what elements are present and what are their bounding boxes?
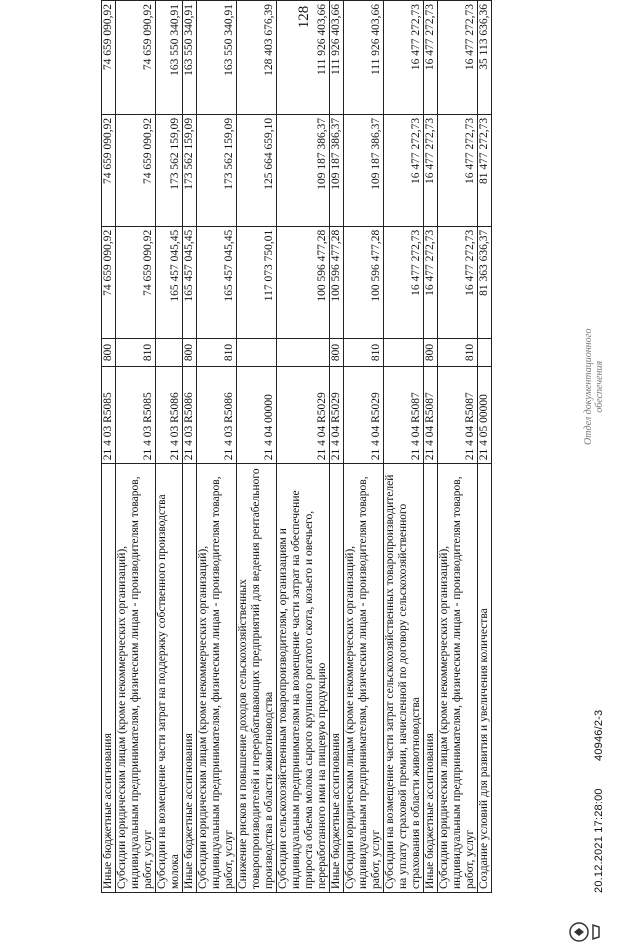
table-row — [102, 1, 116, 893]
row-expense-type: 810 — [344, 338, 384, 367]
row-code: 21 4 04 R5087 — [384, 367, 424, 464]
row-expense-type — [478, 338, 492, 367]
emblem-icon — [567, 919, 601, 945]
row-expense-type: 800 — [183, 338, 197, 367]
footer — [593, 686, 605, 893]
table-row — [197, 1, 237, 893]
stamp-line-1: Отдел документационного — [583, 328, 594, 445]
table-row — [384, 1, 424, 893]
row-expense-type: 800 — [424, 338, 438, 367]
footer-datetime: 20.12.2021 17:28:00 — [593, 788, 605, 893]
budget-table — [101, 0, 492, 893]
row-amount-3: 16 477 272,73 — [438, 1, 478, 115]
row-description: Субсидии юридическим лицам (кроме некоммерческих организаций), индивидуальным предпринимателям, физическим лицам - производителям товаров, работ, услуг — [116, 464, 156, 893]
row-amount-1: 165 457 045,45 — [197, 226, 237, 338]
row-expense-type: 810 — [197, 338, 237, 367]
table-row — [478, 1, 492, 893]
table-row — [344, 1, 384, 893]
row-amount-2: 16 477 272,73 — [424, 114, 438, 226]
row-description: Иные бюджетные ассигнования — [330, 464, 344, 893]
row-amount-1: 117 073 750,01 — [237, 226, 277, 338]
row-amount-2: 173 562 159,09 — [156, 114, 183, 226]
row-amount-3: 128 403 676,39 — [237, 1, 277, 115]
row-amount-2: 74 659 090,92 — [102, 114, 116, 226]
row-code: 21 4 04 R5029 — [277, 367, 330, 464]
row-amount-3: 16 477 272,73 — [384, 1, 424, 115]
row-amount-1: 100 596 477,28 — [330, 226, 344, 338]
row-amount-2: 109 187 386,37 — [344, 114, 384, 226]
row-code: 21 4 03 R5085 — [102, 367, 116, 464]
row-amount-2: 173 562 159,09 — [183, 114, 197, 226]
row-expense-type — [156, 338, 183, 367]
row-amount-1: 165 457 045,45 — [156, 226, 183, 338]
table-row — [237, 1, 277, 893]
row-amount-1: 74 659 090,92 — [102, 226, 116, 338]
row-amount-3: 111 926 403,66 — [277, 1, 330, 115]
row-amount-3: 163 550 340,91 — [183, 1, 197, 115]
stamp-line-2: обеспечения — [594, 360, 605, 413]
row-amount-2: 125 664 659,10 — [237, 114, 277, 226]
row-amount-2: 16 477 272,73 — [384, 114, 424, 226]
row-amount-1: 100 596 477,28 — [344, 226, 384, 338]
row-expense-type: 810 — [438, 338, 478, 367]
row-amount-3: 111 926 403,66 — [330, 1, 344, 115]
table-row — [438, 1, 478, 893]
row-description: Субсидии на возмещение части затрат на поддержку собственного производства молока — [156, 464, 183, 893]
row-description: Создание условий для развития и увеличения количества — [478, 464, 492, 893]
row-description: Субсидии юридическим лицам (кроме некоммерческих организаций), индивидуальным предпринимателям, физическим лицам - производителям товаров, работ, услуг — [438, 464, 478, 893]
table-row — [330, 1, 344, 893]
row-description: Субсидии юридическим лицам (кроме некоммерческих организаций), индивидуальным предпринимателям, физическим лицам - производителям товаров, работ, услуг — [197, 464, 237, 893]
row-amount-1: 74 659 090,92 — [116, 226, 156, 338]
row-amount-2: 16 477 272,73 — [438, 114, 478, 226]
row-amount-2: 173 562 159,09 — [197, 114, 237, 226]
row-expense-type: 810 — [116, 338, 156, 367]
row-description: Иные бюджетные ассигнования — [424, 464, 438, 893]
row-code: 21 4 03 R5086 — [197, 367, 237, 464]
row-amount-3: 111 926 403,66 — [344, 1, 384, 115]
row-amount-2: 74 659 090,92 — [116, 114, 156, 226]
row-code: 21 4 03 R5086 — [183, 367, 197, 464]
row-code: 21 4 03 R5086 — [156, 367, 183, 464]
table-row — [277, 1, 330, 893]
row-description: Иные бюджетные ассигнования — [183, 464, 197, 893]
row-expense-type: 800 — [102, 338, 116, 367]
row-amount-3: 35 113 636,36 — [478, 1, 492, 115]
row-code: 21 4 04 R5087 — [438, 367, 478, 464]
department-stamp — [583, 328, 605, 445]
row-amount-1: 100 596 477,28 — [277, 226, 330, 338]
row-expense-type — [277, 338, 330, 367]
row-code: 21 4 03 R5085 — [116, 367, 156, 464]
row-description: Иные бюджетные ассигнования — [102, 464, 116, 893]
row-description: Снижение рисков и повышение доходов сельскохозяйственных товаропроизводителей и перерабатывающих предприятий для ведения рентабельного производства в области животноводства — [237, 464, 277, 893]
row-amount-3: 163 550 340,91 — [197, 1, 237, 115]
row-amount-3: 74 659 090,92 — [102, 1, 116, 115]
budget-table-wrapper — [101, 0, 492, 893]
row-description: Субсидии сельскохозяйственным товаропроизводителям, организациям и индивидуальным предпринимателям на возмещение части затрат на обеспечение прироста объема молока сырого крупного рогатого скота, козьего и овечьего, переработанного ими на пищевую продукцию — [277, 464, 330, 893]
row-expense-type: 800 — [330, 338, 344, 367]
table-row — [183, 1, 197, 893]
row-amount-1: 16 477 272,73 — [384, 226, 424, 338]
row-amount-1: 16 477 272,73 — [438, 226, 478, 338]
row-amount-2: 81 477 272,73 — [478, 114, 492, 226]
row-amount-3: 16 477 272,73 — [424, 1, 438, 115]
row-description: Субсидии юридическим лицам (кроме некоммерческих организаций), индивидуальным предпринимателям, физическим лицам - производителям товаров, работ, услуг — [344, 464, 384, 893]
row-amount-2: 109 187 386,37 — [277, 114, 330, 226]
row-code: 21 4 04 00000 — [237, 367, 277, 464]
row-code: 21 4 04 R5087 — [424, 367, 438, 464]
footer-doc-number: 40946/2-3 — [593, 709, 605, 761]
row-expense-type — [237, 338, 277, 367]
row-code: 21 4 04 R5029 — [330, 367, 344, 464]
row-amount-1: 16 477 272,73 — [424, 226, 438, 338]
row-description: Субсидии на возмещение части затрат сельскохозяйственных товаропроизводителей на уплату страховой премии, начисленной по договору сельскохозяйственного страхования в области животноводства — [384, 464, 424, 893]
table-row — [424, 1, 438, 893]
row-amount-3: 74 659 090,92 — [116, 1, 156, 115]
row-amount-3: 163 550 340,91 — [156, 1, 183, 115]
row-code: 21 4 04 R5029 — [344, 367, 384, 464]
row-code: 21 4 05 00000 — [478, 367, 492, 464]
row-amount-1: 165 457 045,45 — [183, 226, 197, 338]
page-number: 128 — [296, 5, 312, 29]
table-row — [156, 1, 183, 893]
row-amount-2: 109 187 386,37 — [330, 114, 344, 226]
table-row — [116, 1, 156, 893]
row-expense-type — [384, 338, 424, 367]
row-amount-1: 81 363 636,37 — [478, 226, 492, 338]
